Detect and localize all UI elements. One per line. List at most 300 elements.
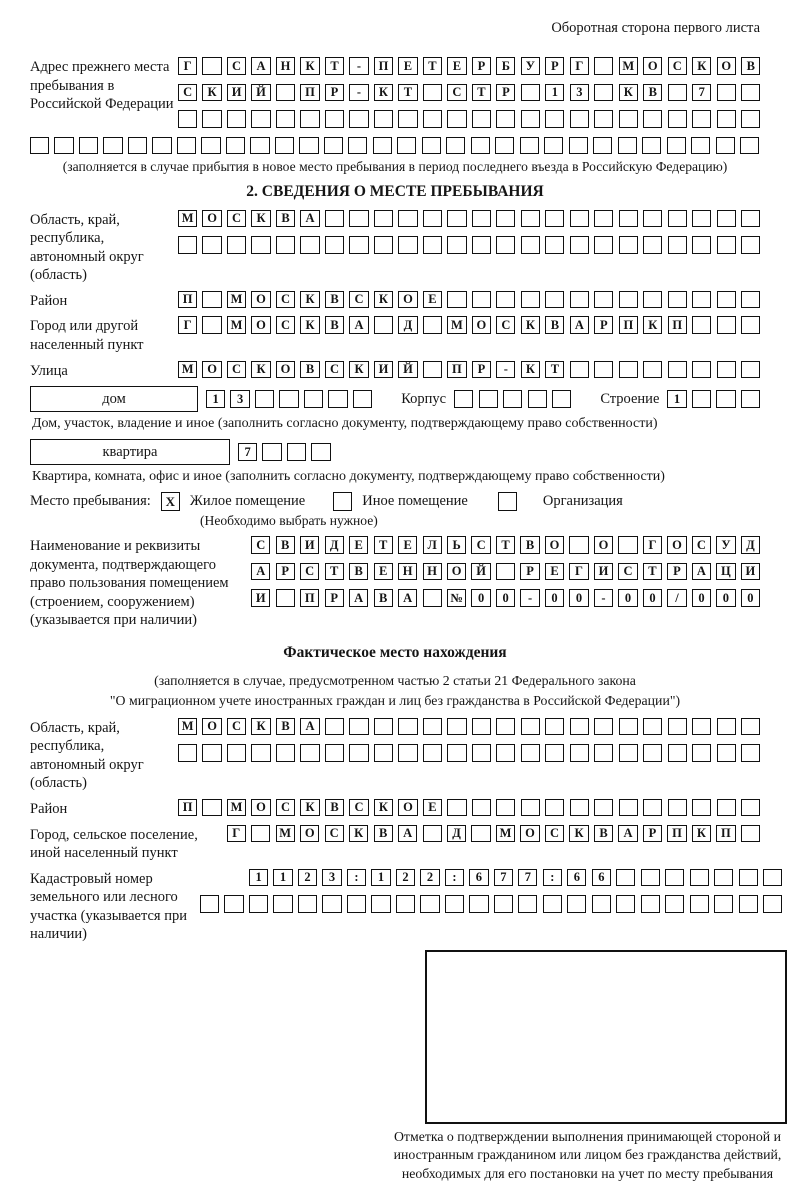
char-cell: А <box>300 718 319 736</box>
char-cell: В <box>545 316 564 334</box>
char-cell <box>619 744 638 762</box>
char-cell <box>741 110 760 128</box>
house-note: Дом, участок, владение и иное (заполнить согласно документу, подтверждающему право собственности) <box>32 416 658 432</box>
char-cell <box>496 236 515 254</box>
char-cell <box>255 390 274 408</box>
char-cell: С <box>349 799 368 817</box>
char-row <box>178 316 760 334</box>
char-cell <box>643 291 662 309</box>
char-cell: 1 <box>667 390 686 408</box>
char-cell <box>714 895 733 913</box>
char-cell: Г <box>178 316 197 334</box>
char-cell <box>304 390 323 408</box>
char-cell: О <box>398 799 417 817</box>
char-cell: С <box>545 825 564 843</box>
char-cell <box>251 825 270 843</box>
char-cell <box>619 110 638 128</box>
char-cell <box>741 84 760 102</box>
char-cell <box>374 110 393 128</box>
field-city <box>30 316 760 354</box>
char-cell <box>641 895 660 913</box>
char-cell <box>668 110 687 128</box>
char-cell <box>300 236 319 254</box>
char-cell <box>398 718 417 736</box>
char-cell: Р <box>472 57 491 75</box>
char-cell <box>128 137 147 155</box>
char-cell: - <box>349 84 368 102</box>
char-cell: - <box>594 589 613 607</box>
char-cell <box>472 110 491 128</box>
char-cell <box>349 110 368 128</box>
char-cell: О <box>251 316 270 334</box>
char-cell <box>763 895 782 913</box>
char-cell: М <box>447 316 466 334</box>
char-cell <box>741 390 760 408</box>
char-cell <box>311 443 330 461</box>
char-cell <box>619 291 638 309</box>
char-cell: С <box>618 563 637 581</box>
char-cell: Г <box>569 563 588 581</box>
char-cell <box>471 137 490 155</box>
char-cell: : <box>543 869 562 887</box>
prev-address-rows <box>178 57 760 128</box>
char-cell <box>668 291 687 309</box>
char-cell <box>521 799 540 817</box>
char-cell <box>594 236 613 254</box>
char-cell <box>717 799 736 817</box>
char-cell: Г <box>178 57 197 75</box>
char-cell: : <box>445 869 464 887</box>
stay-type-note: (Необходимо выбрать нужное) <box>200 513 378 529</box>
char-cell: Р <box>520 563 539 581</box>
char-cell <box>616 869 635 887</box>
char-cell: В <box>325 291 344 309</box>
char-cell <box>202 744 221 762</box>
char-cell <box>570 210 589 228</box>
char-row <box>178 361 760 379</box>
char-cell <box>202 110 221 128</box>
char-cell <box>520 137 539 155</box>
char-cell: Т <box>325 57 344 75</box>
char-cell: У <box>521 57 540 75</box>
stay-type-row <box>30 492 760 511</box>
char-cell <box>374 744 393 762</box>
char-cell <box>202 236 221 254</box>
char-cell: Р <box>472 361 491 379</box>
char-cell <box>592 895 611 913</box>
char-cell <box>178 110 197 128</box>
char-cell <box>423 825 442 843</box>
char-cell: О <box>667 536 686 554</box>
char-cell <box>545 744 564 762</box>
char-cell <box>423 718 442 736</box>
char-cell <box>618 536 637 554</box>
char-cell <box>250 137 269 155</box>
char-cell: М <box>496 825 515 843</box>
char-cell <box>276 84 295 102</box>
char-cell: К <box>349 361 368 379</box>
char-cell: П <box>178 291 197 309</box>
char-cell <box>251 236 270 254</box>
char-cell: К <box>374 291 393 309</box>
char-cell: 1 <box>371 869 390 887</box>
char-cell: 0 <box>692 589 711 607</box>
char-cell: Р <box>545 57 564 75</box>
char-cell: К <box>692 57 711 75</box>
char-cell <box>200 895 219 913</box>
char-cell <box>544 137 563 155</box>
char-cell <box>643 236 662 254</box>
char-cell: С <box>692 536 711 554</box>
char-cell <box>619 210 638 228</box>
char-cell: К <box>521 316 540 334</box>
char-cell <box>668 210 687 228</box>
char-cell <box>496 291 515 309</box>
char-cell <box>324 137 343 155</box>
char-row <box>178 291 760 309</box>
char-cell <box>348 137 367 155</box>
char-cell: П <box>300 84 319 102</box>
char-cell: М <box>227 799 246 817</box>
char-cell: Ц <box>716 563 735 581</box>
stamp-note: Отметка о подтверждении выполнения принимающей стороной и иностранным гражданином или лицом без гражданства действий, необходимых для его постановки на учет по месту пребывания <box>393 1128 782 1182</box>
char-cell: К <box>300 291 319 309</box>
char-cell: И <box>300 536 319 554</box>
char-cell: А <box>349 316 368 334</box>
char-cell <box>717 110 736 128</box>
char-cell <box>545 110 564 128</box>
char-cell <box>521 291 540 309</box>
char-cell <box>692 316 711 334</box>
field-district-actual <box>30 799 760 819</box>
section2-title: 2. СВЕДЕНИЯ О МЕСТЕ ПРЕБЫВАНИЯ <box>246 182 544 200</box>
char-cell: Р <box>667 563 686 581</box>
prev-address-label: Адрес прежнего места пребывания в Российской Федерации <box>30 59 174 113</box>
char-cell <box>226 137 245 155</box>
char-cell <box>496 563 515 581</box>
field-district <box>30 291 760 311</box>
char-cell: М <box>178 361 197 379</box>
cadastre-label: Кадастровый номер земельного или лесного участка (указывается при наличии) <box>30 870 187 943</box>
char-cell <box>178 744 197 762</box>
char-cell <box>668 718 687 736</box>
char-cell <box>763 869 782 887</box>
actual-location-subtitle: (заполняется в случае, предусмотренном частью 2 статьи 21 Федерального закона "О миграционном учете иностранных граждан и лиц без гражданства в Российской Федерации") <box>109 672 681 708</box>
char-cell: И <box>251 589 270 607</box>
char-cell <box>594 110 613 128</box>
char-row <box>178 799 760 817</box>
char-cell <box>717 316 736 334</box>
char-cell: О <box>251 799 270 817</box>
char-cell <box>690 895 709 913</box>
house-row <box>30 386 760 412</box>
char-cell: В <box>325 316 344 334</box>
char-cell: Д <box>741 536 760 554</box>
char-cell <box>446 137 465 155</box>
char-cell <box>349 236 368 254</box>
char-cell <box>545 210 564 228</box>
char-cell <box>300 110 319 128</box>
page-side-note: Оборотная сторона первого листа <box>551 20 760 36</box>
char-cell: С <box>300 563 319 581</box>
char-cell <box>543 895 562 913</box>
char-cell <box>202 316 221 334</box>
char-cell <box>717 84 736 102</box>
char-cell: К <box>569 825 588 843</box>
char-cell <box>741 236 760 254</box>
char-cell <box>643 799 662 817</box>
stroenie-label: Строение <box>600 390 660 407</box>
char-cell <box>717 291 736 309</box>
char-cell: С <box>496 316 515 334</box>
char-cell <box>349 210 368 228</box>
char-cell: Е <box>349 536 368 554</box>
char-cell: 6 <box>567 869 586 887</box>
char-cell: М <box>178 718 197 736</box>
char-cell <box>503 390 522 408</box>
char-cell <box>552 390 571 408</box>
char-cell: В <box>643 84 662 102</box>
char-cell <box>619 718 638 736</box>
char-cell <box>287 443 306 461</box>
char-cell: Д <box>447 825 466 843</box>
char-row-full-width <box>30 137 760 155</box>
char-cell <box>545 799 564 817</box>
char-cell <box>398 110 417 128</box>
char-cell <box>423 316 442 334</box>
char-cell: В <box>349 563 368 581</box>
char-cell: А <box>349 589 368 607</box>
char-cell: В <box>374 589 393 607</box>
char-cell <box>273 895 292 913</box>
char-cell <box>619 799 638 817</box>
char-cell <box>447 744 466 762</box>
char-cell: М <box>619 57 638 75</box>
char-cell: 0 <box>569 589 588 607</box>
char-cell: С <box>325 361 344 379</box>
checkbox-organization <box>498 492 517 511</box>
char-cell <box>325 236 344 254</box>
char-cell: А <box>251 57 270 75</box>
char-row <box>178 210 760 228</box>
char-cell <box>545 291 564 309</box>
field-prev-address <box>30 57 760 128</box>
apartment-row <box>30 439 760 465</box>
apartment-type-box: квартира <box>30 439 230 465</box>
char-row <box>178 236 760 254</box>
char-cell <box>741 799 760 817</box>
char-cell <box>691 137 710 155</box>
char-cell <box>496 744 515 762</box>
char-cell <box>423 84 442 102</box>
char-row <box>248 563 760 581</box>
char-cell: П <box>619 316 638 334</box>
char-cell <box>202 57 221 75</box>
char-cell: Е <box>423 799 442 817</box>
char-cell <box>741 718 760 736</box>
char-cell <box>374 236 393 254</box>
char-cell <box>741 361 760 379</box>
char-cell <box>496 210 515 228</box>
char-cell: О <box>202 718 221 736</box>
document-rows <box>248 536 760 607</box>
char-row <box>200 895 782 913</box>
char-cell <box>665 869 684 887</box>
char-cell: Е <box>398 536 417 554</box>
char-cell <box>423 236 442 254</box>
char-cell: О <box>545 536 564 554</box>
char-cell <box>569 137 588 155</box>
char-cell <box>668 744 687 762</box>
char-cell: П <box>300 589 319 607</box>
char-cell: С <box>251 536 270 554</box>
char-cell: Е <box>447 57 466 75</box>
char-cell <box>298 895 317 913</box>
char-cell <box>423 210 442 228</box>
char-cell: Й <box>251 84 270 102</box>
char-cell <box>420 895 439 913</box>
apartment-number-cells <box>238 443 331 461</box>
checkbox-other-premises <box>333 492 352 511</box>
char-row <box>178 744 760 762</box>
char-cell: 6 <box>469 869 488 887</box>
char-cell <box>325 744 344 762</box>
char-cell: П <box>178 799 197 817</box>
char-cell <box>692 799 711 817</box>
char-cell: С <box>668 57 687 75</box>
char-cell: Е <box>398 57 417 75</box>
char-cell: М <box>178 210 197 228</box>
char-cell: Р <box>643 825 662 843</box>
char-row <box>178 718 760 736</box>
char-cell <box>692 390 711 408</box>
char-cell <box>178 236 197 254</box>
field-document <box>30 536 760 630</box>
char-cell: 1 <box>545 84 564 102</box>
char-cell <box>454 390 473 408</box>
char-cell: Т <box>374 536 393 554</box>
house-number-cells <box>206 390 372 408</box>
char-cell: Е <box>374 563 393 581</box>
char-cell <box>347 895 366 913</box>
district-actual-label: Район <box>30 800 68 817</box>
char-cell <box>740 137 759 155</box>
char-cell <box>496 110 515 128</box>
char-cell: Б <box>496 57 515 75</box>
option-residential-label: Жилое помещение <box>189 493 306 510</box>
char-cell: В <box>374 825 393 843</box>
char-cell: Д <box>325 536 344 554</box>
char-cell <box>30 137 49 155</box>
char-row <box>178 57 760 75</box>
char-cell: А <box>692 563 711 581</box>
char-cell: С <box>227 210 246 228</box>
char-cell: К <box>374 799 393 817</box>
char-cell: 7 <box>518 869 537 887</box>
char-cell <box>325 110 344 128</box>
char-cell <box>423 744 442 762</box>
char-cell: 0 <box>471 589 490 607</box>
char-cell <box>275 137 294 155</box>
char-cell <box>594 57 613 75</box>
char-cell <box>642 137 661 155</box>
char-cell <box>521 744 540 762</box>
char-cell <box>447 799 466 817</box>
char-cell <box>496 799 515 817</box>
char-cell <box>472 744 491 762</box>
char-cell: И <box>374 361 393 379</box>
char-cell <box>398 210 417 228</box>
char-cell: М <box>227 291 246 309</box>
char-cell: 1 <box>249 869 268 887</box>
char-cell <box>202 799 221 817</box>
char-cell: 0 <box>741 589 760 607</box>
char-cell <box>227 236 246 254</box>
region-rows <box>178 210 760 254</box>
region-label: Область, край, республика, автономный округ (область) <box>30 211 144 284</box>
korpus-cells <box>454 390 571 408</box>
char-cell: О <box>594 536 613 554</box>
char-cell: О <box>251 291 270 309</box>
char-cell: 2 <box>298 869 317 887</box>
char-cell: В <box>276 536 295 554</box>
char-cell <box>619 361 638 379</box>
char-cell <box>398 744 417 762</box>
char-cell: М <box>227 316 246 334</box>
char-cell <box>716 390 735 408</box>
char-cell <box>469 895 488 913</box>
char-cell <box>521 210 540 228</box>
char-cell <box>545 236 564 254</box>
char-cell: А <box>398 589 417 607</box>
char-cell: С <box>178 84 197 102</box>
char-cell: 0 <box>618 589 637 607</box>
char-cell: Т <box>325 563 344 581</box>
char-cell <box>472 291 491 309</box>
char-row <box>200 869 782 887</box>
char-cell: К <box>251 210 270 228</box>
char-cell <box>570 718 589 736</box>
char-cell <box>396 895 415 913</box>
char-cell <box>716 137 735 155</box>
field-street <box>30 361 760 381</box>
char-cell <box>494 895 513 913</box>
char-cell <box>570 291 589 309</box>
actual-location-title: Фактическое место нахождения <box>283 643 507 661</box>
char-cell: О <box>202 361 221 379</box>
char-cell <box>374 210 393 228</box>
char-cell: К <box>202 84 221 102</box>
char-cell: Н <box>276 57 295 75</box>
prev-address-note: (заполняется в случае прибытия в новое место пребывания в период последнего въезда в Российскую Федерацию) <box>62 159 728 174</box>
city-label: Город или другой населенный пункт <box>30 318 144 353</box>
char-cell: К <box>300 57 319 75</box>
char-cell <box>276 744 295 762</box>
char-cell: О <box>276 361 295 379</box>
char-cell: 6 <box>592 869 611 887</box>
char-cell <box>349 744 368 762</box>
option-organization-label: Организация <box>542 493 623 510</box>
char-cell <box>741 744 760 762</box>
street-label: Улица <box>30 362 68 379</box>
char-cell: В <box>594 825 613 843</box>
char-cell <box>299 137 318 155</box>
char-cell <box>54 137 73 155</box>
char-cell: У <box>716 536 735 554</box>
char-cell <box>570 110 589 128</box>
char-cell <box>201 137 220 155</box>
char-cell <box>349 718 368 736</box>
